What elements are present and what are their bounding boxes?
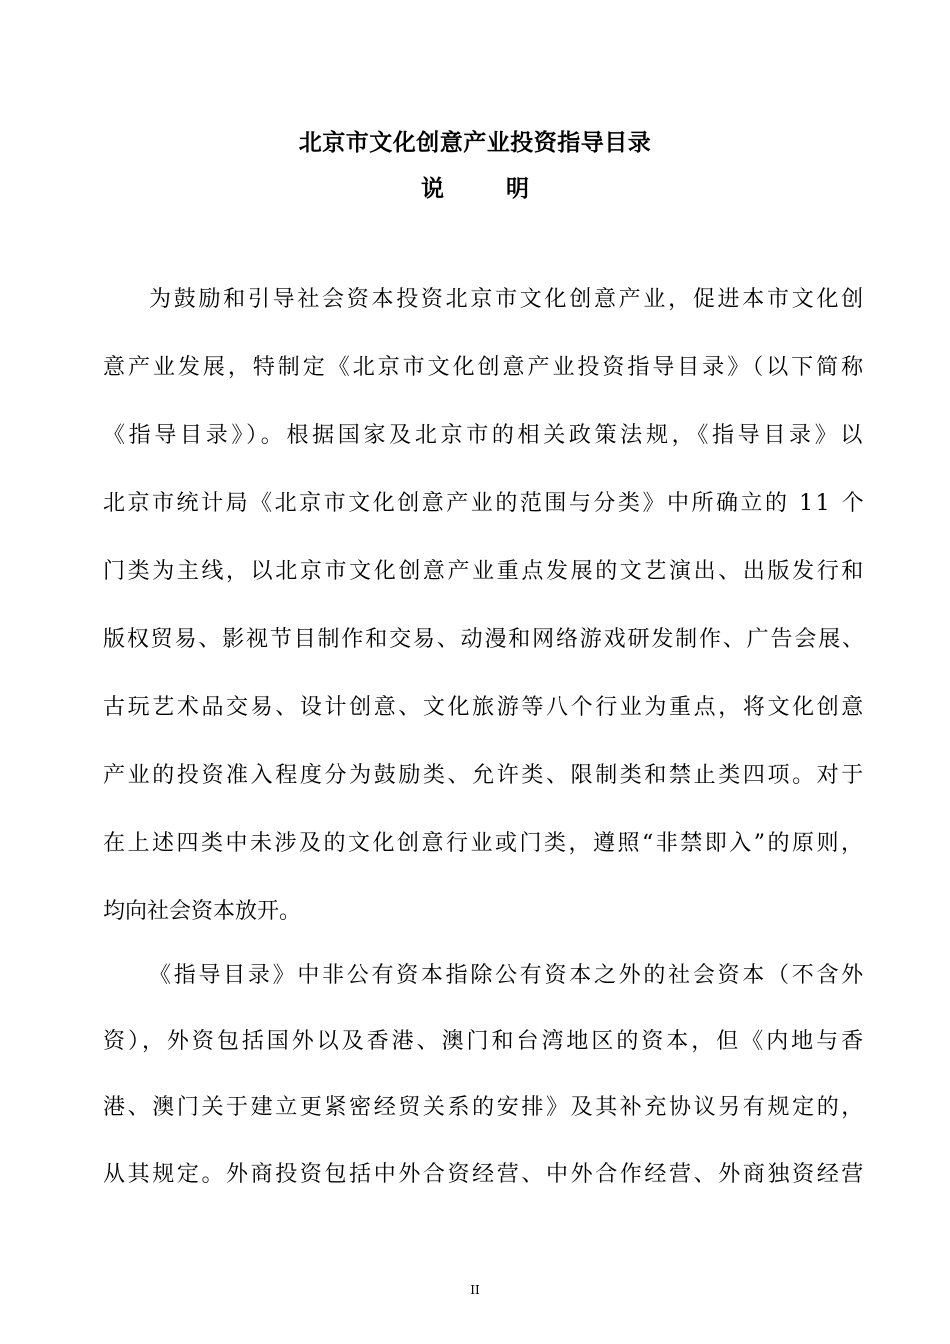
paragraph-2-line-4: 从其规定。外商投资包括中外合资经营、中外合作经营、外商独资经营: [103, 1162, 866, 1187]
paragraph-2-line-2: 资），外资包括国外以及香港、澳门和台湾地区的资本，但《内地与香: [103, 1029, 867, 1054]
document-title: 北京市文化创意产业投资指导目录: [298, 130, 652, 156]
paragraph-1-line-10: 均向社会资本放开。: [103, 899, 302, 924]
paragraph-1-line-6: 版权贸易、影视节目制作和交易、动漫和网络游戏研发制作、广告会展、: [103, 627, 866, 652]
paragraph-1-line-2: 意产业发展，特制定《北京市文化创意产业投资指导目录》（以下简称: [103, 355, 867, 380]
document-subtitle: [0, 172, 950, 206]
paragraph-2-line-3: 港、澳门关于建立更紧密经贸关系的安排》及其补充协议另有规定的，: [103, 1095, 866, 1120]
paragraph-1-line-3: 《指导目录》）。根据国家及北京市的相关政策法规，《指导目录》以: [103, 423, 867, 448]
subtitle-char-2: 明: [506, 176, 529, 202]
paragraph-1-line-1: 为鼓励和引导社会资本投资北京市文化创意产业，促进本市文化创: [149, 287, 866, 312]
page-number: II: [470, 1283, 480, 1297]
paragraph-1-line-5: 门类为主线，以北京市文化创意产业重点发展的文艺演出、出版发行和: [103, 559, 866, 584]
subtitle-char-1: 说: [421, 176, 444, 202]
paragraph-1-line-9: 在上述四类中未涉及的文化创意行业或门类，遵照“非禁即入”的原则，: [103, 831, 866, 856]
paragraph-1-line-7: 古玩艺术品交易、设计创意、文化旅游等八个行业为重点，将文化创意: [103, 695, 866, 720]
paragraph-2-line-1: 《指导目录》中非公有资本指除公有资本之外的社会资本（不含外: [149, 963, 866, 988]
paragraph-1-line-8: 产业的投资准入程度分为鼓励类、允许类、限制类和禁止类四项。对于: [103, 763, 866, 788]
paragraph-1-line-4: 北京市统计局《北京市文化创意产业的范围与分类》中所确立的 11 个: [103, 491, 867, 516]
